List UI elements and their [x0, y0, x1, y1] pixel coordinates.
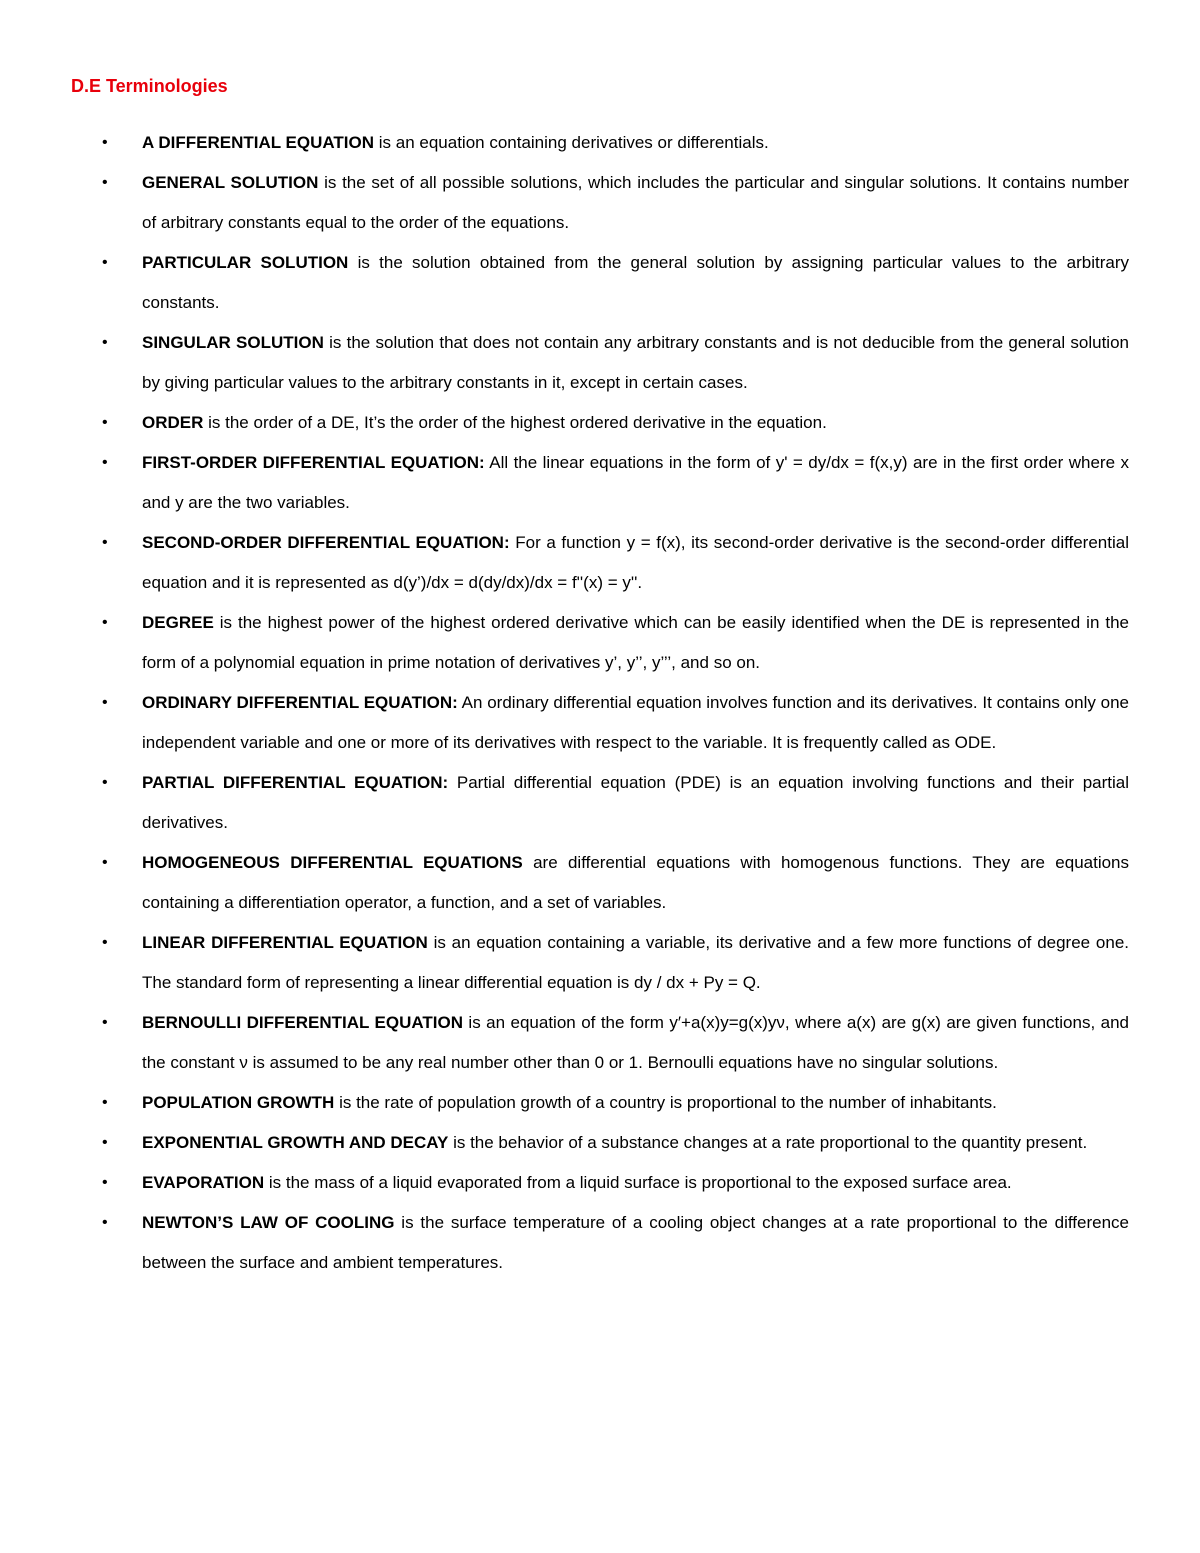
term-label: DEGREE: [142, 613, 214, 632]
bullet-icon: •: [102, 254, 108, 271]
list-item: [0, 123, 1129, 163]
term-definition: is the highest power of the highest ordered derivative which can be easily identified when the DE is represented in the form of a polynomial equation in prime notation of derivatives y’, y’’, y’’’, and so on.: [142, 613, 1129, 672]
term-definition: All the linear equations in the form of y' = dy/dx = f(x,y) are in the first order where x and y are the two variables.: [142, 453, 1129, 512]
bullet-icon: •: [102, 934, 108, 951]
bullet-icon: •: [102, 1094, 108, 1111]
term-definition: is the order of a DE, It’s the order of the highest ordered derivative in the equation.: [203, 413, 827, 432]
list-item: [0, 683, 1129, 763]
list-item: [0, 323, 1129, 403]
term-definition: is an equation containing a variable, its derivative and a few more functions of degree one. The standard form of representing a linear differential equation is dy / dx + Py = Q.: [142, 933, 1129, 992]
terminology-list: [0, 123, 1200, 1283]
bullet-icon: •: [102, 854, 108, 871]
term-definition: is the solution obtained from the general solution by assigning particular values to the arbitrary constants.: [142, 253, 1129, 312]
bullet-icon: •: [102, 174, 108, 191]
bullet-icon: •: [102, 694, 108, 711]
list-item: [0, 603, 1129, 683]
term-label: POPULATION GROWTH: [142, 1093, 335, 1112]
term-label: ORDINARY DIFFERENTIAL EQUATION:: [142, 693, 458, 712]
term-definition: is the mass of a liquid evaporated from a liquid surface is proportional to the exposed surface area.: [264, 1173, 1012, 1192]
bullet-icon: •: [102, 334, 108, 351]
term-label: EVAPORATION: [142, 1173, 265, 1192]
term-label: EXPONENTIAL GROWTH AND DECAY: [142, 1133, 449, 1152]
term-definition: Partial differential equation (PDE) is an equation involving functions and their partial derivatives.: [142, 773, 1130, 832]
bullet-icon: •: [102, 1014, 108, 1031]
bullet-icon: •: [102, 134, 108, 151]
bullet-icon: •: [102, 614, 108, 631]
term-label: BERNOULLI DIFFERENTIAL EQUATION: [142, 1013, 463, 1032]
term-label: FIRST-ORDER DIFFERENTIAL EQUATION:: [142, 453, 485, 472]
term-label: PARTICULAR SOLUTION: [142, 253, 349, 272]
bullet-icon: •: [102, 414, 108, 431]
term-definition: An ordinary differential equation involves function and its derivatives. It contains only one independent variable and one or more of its derivatives with respect to the variable. It is frequently called as ODE.: [142, 693, 1129, 752]
list-item: [0, 1003, 1129, 1083]
bullet-icon: •: [102, 1134, 108, 1151]
term-definition: is the behavior of a substance changes at a rate proportional to the quantity present.: [448, 1133, 1088, 1152]
bullet-icon: •: [102, 534, 108, 551]
bullet-icon: •: [102, 1214, 108, 1231]
list-item: [0, 1083, 1129, 1123]
term-definition: is the rate of population growth of a country is proportional to the number of inhabitants.: [334, 1093, 997, 1112]
term-label: A DIFFERENTIAL EQUATION: [142, 133, 375, 152]
list-item: [0, 763, 1129, 843]
list-item: [0, 843, 1129, 923]
list-item: [0, 523, 1129, 603]
term-definition: is an equation of the form y′+a(x)y=g(x)yν, where a(x) are g(x) are given functions, and the constant ν is assumed to be any real number other than 0 or 1. Bernoulli equations have no singular solutions.: [142, 1013, 1130, 1072]
term-definition: are differential equations with homogenous functions. They are equations containing a differentiation operator, a function, and a set of variables.: [142, 853, 1130, 912]
term-definition: is the surface temperature of a cooling object changes at a rate proportional to the difference between the surface and ambient temperatures.: [142, 1213, 1129, 1272]
list-item: [0, 1123, 1129, 1163]
term-label: SECOND-ORDER DIFFERENTIAL EQUATION:: [142, 533, 510, 552]
bullet-icon: •: [102, 454, 108, 471]
bullet-icon: •: [102, 1174, 108, 1191]
bullet-icon: •: [102, 774, 108, 791]
term-label: SINGULAR SOLUTION: [142, 333, 324, 352]
list-item: [0, 403, 1129, 443]
list-item: [0, 923, 1129, 1003]
term-label: LINEAR DIFFERENTIAL EQUATION: [142, 933, 428, 952]
term-label: HOMOGENEOUS DIFFERENTIAL EQUATIONS: [142, 853, 523, 872]
term-label: NEWTON’S LAW OF COOLING: [142, 1213, 395, 1232]
list-item: [0, 443, 1129, 523]
term-label: ORDER: [142, 413, 204, 432]
term-definition: is the set of all possible solutions, which includes the particular and singular solutions. It contains number of arbitrary constants equal to the order of the equations.: [142, 173, 1129, 232]
term-definition: For a function y = f(x), its second-order derivative is the second-order differential equation and it is represented as d(y’)/dx = d(dy/dx)/dx = f''(x) = y''.: [142, 533, 1129, 592]
term-definition: is the solution that does not contain any arbitrary constants and is not deducible from the general solution by giving particular values to the arbitrary constants in it, except in certain cases.: [142, 333, 1129, 392]
term-label: GENERAL SOLUTION: [142, 173, 319, 192]
term-definition: is an equation containing derivatives or differentials.: [374, 133, 769, 152]
list-item: [0, 1203, 1129, 1283]
list-item: [0, 243, 1129, 323]
list-item: [0, 1163, 1129, 1203]
list-item: [0, 163, 1129, 243]
document-title: D.E Terminologies: [71, 76, 228, 96]
term-label: PARTIAL DIFFERENTIAL EQUATION:: [142, 773, 449, 792]
